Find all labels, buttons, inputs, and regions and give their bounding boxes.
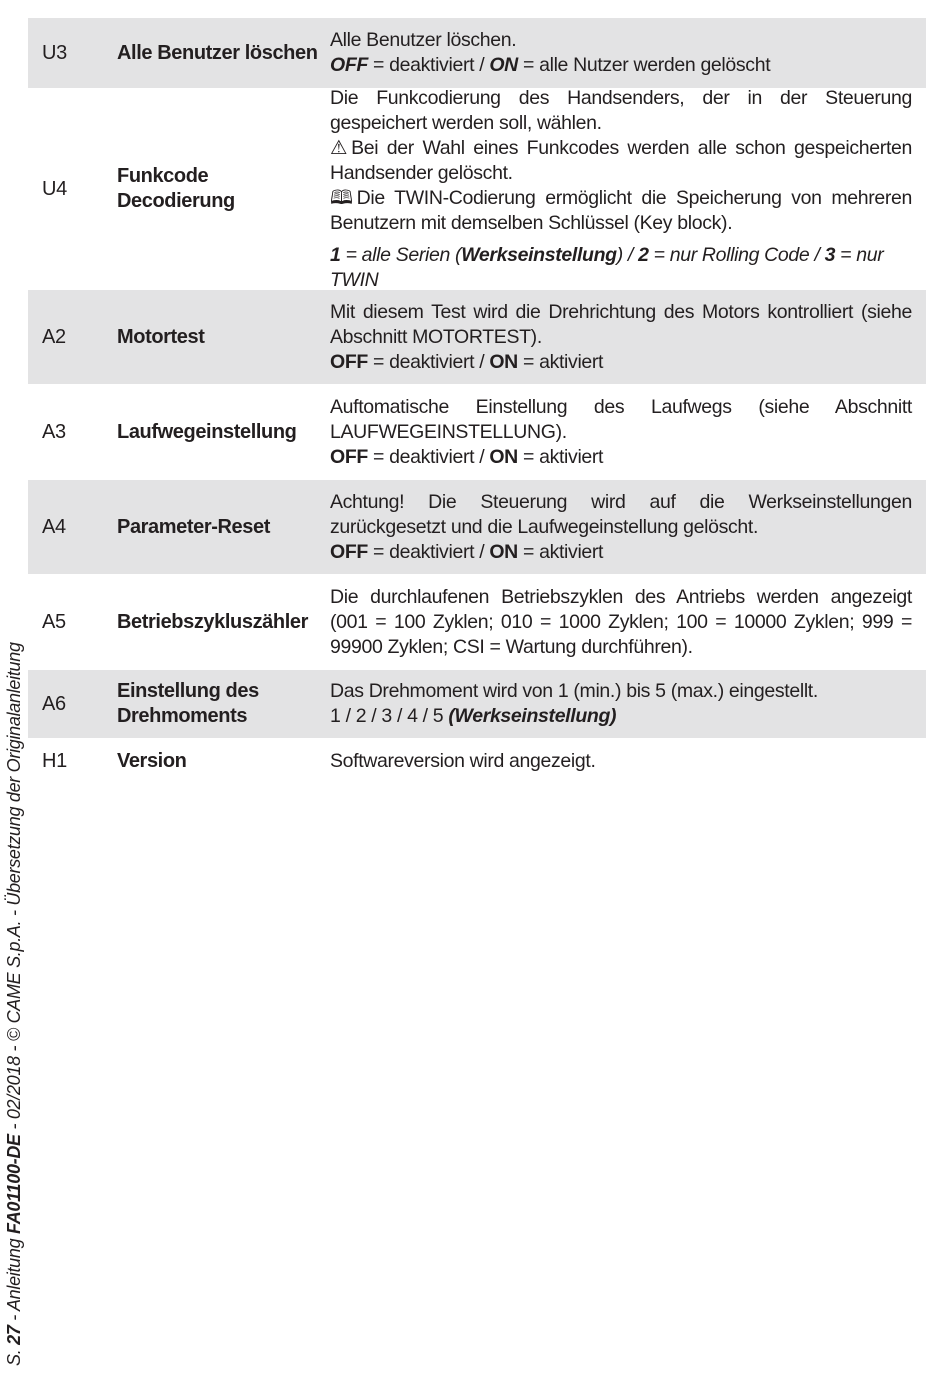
- table-row: [28, 88, 926, 290]
- parameter-code: U4: [42, 177, 67, 200]
- table-row: [28, 384, 926, 480]
- parameter-description: [330, 300, 912, 375]
- description-options: 1 = alle Serien (Werkseinstellung) / 2 = nur Rolling Code / 3 = nur TWIN: [330, 243, 884, 291]
- table-row: [28, 738, 926, 784]
- parameter-name: Parameter-Reset: [117, 515, 270, 538]
- parameter-name: Funkcode Decodierung: [117, 165, 235, 212]
- parameter-description: [330, 490, 912, 565]
- description-line: Die durchlaufenen Betriebszyklen des Antriebs werden angezeigt (001 = 100 Zyklen; 010 = 1000 Zyklen; 100 = 10000 Zyklen; 999 = 99900 Zyklen; CSI = Wartung durchführen).: [330, 585, 912, 658]
- parameter-description: [330, 585, 912, 660]
- parameter-code: H1: [42, 749, 67, 772]
- description-line: Das Drehmoment wird von 1 (min.) bis 5 (max.) eingestellt.: [330, 680, 818, 702]
- parameter-name: Version: [117, 749, 187, 772]
- description-options: OFF = deaktiviert / ON = aktiviert: [330, 350, 604, 373]
- parameter-code: A4: [42, 515, 66, 538]
- description-options: OFF = deaktiviert / ON = aktiviert: [330, 445, 604, 468]
- parameter-description: [330, 395, 912, 470]
- page-number: 27: [4, 1325, 24, 1345]
- table-row: [28, 670, 926, 738]
- parameter-code: A2: [42, 325, 66, 348]
- parameter-name: Betriebszykluszähler: [117, 610, 308, 633]
- page-footer-vertical: S. 27 - Anleitung FA01100-DE - 02/2018 - © CAME S.p.A. - Übersetzung der Originalanleitung: [4, 642, 24, 1366]
- description-line: Mit diesem Test wird die Drehrichtung des Motors kontrolliert (siehe Abschnitt MOTORTEST).: [330, 300, 912, 348]
- warning-icon: ⚠: [330, 136, 348, 159]
- parameter-description: [330, 86, 912, 293]
- parameter-code: A6: [42, 692, 66, 715]
- warning-note: ⚠ Bei der Wahl eines Funkcodes werden alle schon gespeicherten Handsender gelöscht.: [330, 136, 912, 184]
- parameter-code: A3: [42, 420, 66, 443]
- description-line: Achtung! Die Steuerung wird auf die Werkseinstellungen zurückgesetzt und die Laufwegeinstellung gelöscht.: [330, 490, 912, 538]
- parameter-code: A5: [42, 610, 66, 633]
- description-line: Auftomatische Einstellung des Laufwegs (siehe Abschnitt LAUFWEGEINSTELLUNG).: [330, 395, 912, 443]
- description-options: OFF = deaktiviert / ON = alle Nutzer werden gelöscht: [330, 54, 771, 76]
- info-note: 🕮 Die TWIN-Codierung ermöglicht die Speicherung von mehreren Benutzern mit demselben Schlüssel (Key block).: [330, 186, 912, 234]
- table-row: [28, 290, 926, 384]
- parameter-name: Motortest: [117, 325, 205, 348]
- parameter-name: Alle Benutzer löschen: [117, 41, 318, 64]
- parameter-name: Einstellung des Drehmoments: [117, 680, 259, 727]
- description-options: OFF = deaktiviert / ON = aktiviert: [330, 540, 604, 563]
- book-icon: 🕮: [330, 186, 353, 209]
- description-line: Softwareversion wird angezeigt.: [330, 749, 596, 772]
- parameter-description: [330, 679, 912, 729]
- description-line: Alle Benutzer löschen.: [330, 29, 517, 51]
- parameter-table: [28, 16, 926, 784]
- table-row: [28, 18, 926, 88]
- manual-code: FA01100-DE: [4, 1134, 24, 1234]
- table-row: [28, 574, 926, 670]
- parameter-description: [330, 28, 912, 78]
- description-line: Die Funkcodierung des Handsenders, der in der Steuerung gespeichert werden soll, wählen.: [330, 86, 912, 134]
- description-options: 1 / 2 / 3 / 4 / 5 (Werkseinstellung): [330, 705, 617, 727]
- parameter-code: U3: [42, 41, 67, 64]
- parameter-description: [330, 749, 912, 774]
- table-row: [28, 480, 926, 574]
- parameter-name: Laufwegeinstellung: [117, 420, 297, 443]
